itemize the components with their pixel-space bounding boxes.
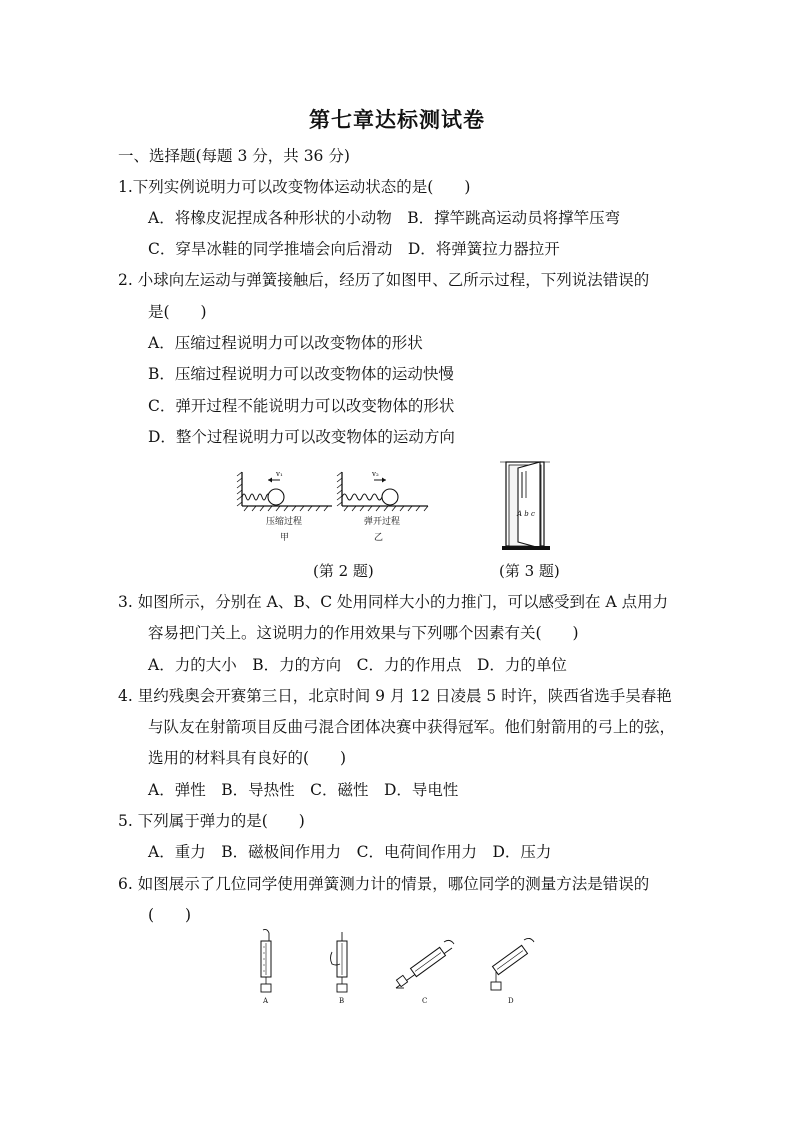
figure-q2-caption: (第 2 题): [313, 562, 374, 580]
q4-options: A．弹性 B．导热性 C．磁性 D．导电性: [148, 781, 459, 799]
scale-b-label: B: [339, 997, 345, 1005]
q2-option-a: A．压缩过程说明力可以改变物体的形状: [148, 334, 423, 352]
q2-stem-line1: 2. 小球向左运动与弹簧接触后，经历了如图甲、乙所示过程，下列说法错误的: [118, 271, 650, 289]
q3-stem-line1: 3. 如图所示，分别在 A、B、C 处用同样大小的力推门，可以感受到在 A 点用力: [118, 593, 669, 611]
q5-options: A．重力 B．磁极间作用力 C．电荷间作用力 D．压力: [148, 843, 552, 861]
scale-b: [331, 932, 348, 1005]
page-title: 第七章达标测试卷: [309, 107, 485, 132]
release-label: 弹开过程: [364, 517, 401, 527]
q2-option-d: D．整个过程说明力可以改变物体的运动方向: [148, 428, 455, 446]
section-heading: 一、选择题(每题 3 分，共 36 分): [118, 147, 350, 165]
q2-stem-line2: 是( ): [148, 303, 207, 321]
jia-label: 甲: [280, 533, 290, 543]
figure-q3-door: [496, 458, 562, 552]
q1-options-ab: A．将橡皮泥捏成各种形状的小动物 B．撑竿跳高运动员将撑竿压弯: [148, 209, 621, 227]
q6-stem-line2: ( ): [148, 906, 192, 924]
q4-stem-line1: 4. 里约残奥会开赛第三日，北京时间 9 月 12 日凌晨 5 时许，陕西省选手吴春艳: [118, 687, 672, 705]
scale-d: [491, 938, 534, 1005]
spring-diagram-jia: [237, 470, 332, 543]
q1-options-cd: C．穿旱冰鞋的同学推墙会向后滑动 D．将弹簧拉力器拉开: [148, 240, 560, 258]
q5-stem: 5. 下列属于弹力的是( ): [118, 812, 305, 830]
q4-stem-line2: 与队友在射箭项目反曲弓混合团体决赛中获得冠军。他们射箭用的弓上的弦，: [148, 718, 676, 736]
velocity-v2-label: v₂: [372, 470, 379, 478]
spring-diagram-yi: [337, 470, 428, 543]
velocity-v1-label: v₁: [276, 470, 283, 478]
q3-options: A．力的大小 B．力的方向 C．力的作用点 D．力的单位: [148, 656, 567, 674]
scale-a: [261, 929, 271, 1005]
q6-stem-line1: 6. 如图展示了几位同学使用弹簧测力计的情景，哪位同学的测量方法是错误的: [118, 875, 650, 893]
scale-c: [396, 940, 454, 1005]
figure-q2-spring: [236, 466, 432, 548]
scale-d-label: D: [508, 997, 514, 1005]
q1-stem: 1.下列实例说明力可以改变物体运动状态的是( ): [118, 178, 471, 196]
q2-option-c: C．弹开过程不能说明力可以改变物体的形状: [148, 397, 455, 415]
scale-c-label: C: [422, 997, 428, 1005]
scale-a-label: A: [263, 997, 269, 1005]
door-points-label: A b c: [517, 510, 535, 518]
figure-q3-caption: (第 3 题): [499, 562, 560, 580]
q3-stem-line2: 容易把门关上。这说明力的作用效果与下列哪个因素有关( ): [148, 624, 579, 642]
q4-stem-line3: 选用的材料具有良好的( ): [148, 749, 347, 767]
figure-q6-spring-scales: [246, 928, 536, 1010]
compress-label: 压缩过程: [266, 517, 303, 527]
yi-label: 乙: [374, 533, 384, 543]
q2-option-b: B．压缩过程说明力可以改变物体的运动快慢: [148, 365, 454, 383]
